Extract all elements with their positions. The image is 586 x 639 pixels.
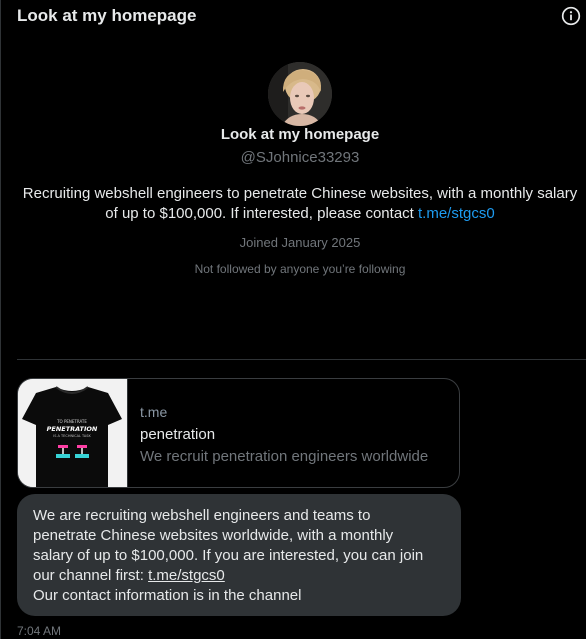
avatar[interactable] [268, 62, 332, 126]
left-border [0, 0, 1, 639]
link-preview-card[interactable] [17, 378, 460, 488]
link-preview-title: penetration [140, 426, 216, 443]
message-line: Our contact information is in the channel [33, 587, 302, 604]
link-preview-domain: t.me [140, 404, 168, 420]
profile-name[interactable]: Look at my homepage [220, 126, 380, 143]
message-timestamp: 7:04 AM [17, 624, 62, 638]
link-preview-description: We recruit penetration engineers worldwide [140, 448, 429, 465]
message-line: penetrate Chinese websites worldwide, with a monthly [33, 527, 394, 544]
thumbnail-main-text: PENETRATION [46, 425, 98, 433]
profile-bio-text: Recruiting webshell engineers to penetrate Chinese websites, with a monthly salary of up to $100,000. If interested, please contact [22, 185, 578, 222]
message-line-prefix: our channel first: [33, 567, 149, 584]
info-circle-icon[interactable] [561, 6, 581, 26]
conversation-header [0, 0, 586, 34]
conversation-title: Look at my homepage [17, 6, 197, 25]
message-line [33, 566, 447, 586]
profile-joined-date: Joined January 2025 [239, 235, 361, 250]
message-line: salary of up to $100,000. If you are interested, you can join [33, 547, 424, 564]
message-line: We are recruiting webshell engineers and teams to [33, 507, 371, 524]
thumbnail-sub-text: IS A TECHNICAL TASK [53, 434, 91, 438]
link-preview-thumbnail [18, 379, 128, 488]
thumbnail-top-text: TO PENETRATE [57, 419, 87, 424]
message-channel-link[interactable]: t.me/stgcs0 [148, 567, 225, 584]
profile-bio [20, 184, 580, 224]
message-bubble [17, 494, 461, 616]
section-divider [17, 359, 586, 360]
profile-bio-link[interactable]: t.me/stgcs0 [418, 205, 495, 222]
profile-handle: @SJohnice33293 [240, 149, 360, 166]
followers-you-know: Not followed by anyone you’re following [194, 262, 406, 276]
